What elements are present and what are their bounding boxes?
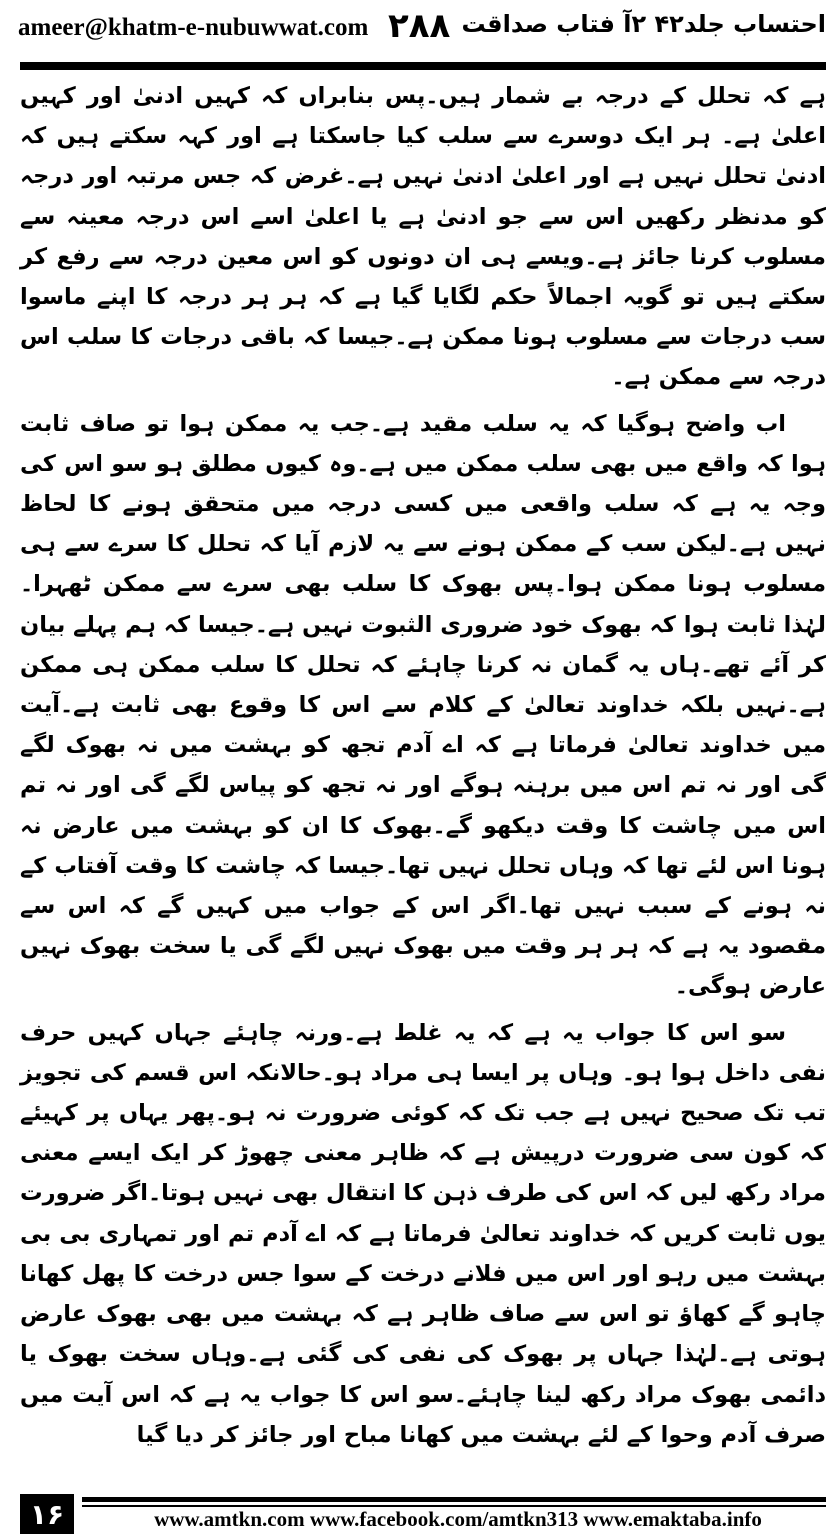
paragraph-2: اب واضح ہوگیا کہ یہ سلب مقید ہے۔جب یہ ممکن ہوا تو صاف ثابت ہوا کہ واقع میں بھی سلب ممکن میں ہے۔وہ کیوں مطلق ہو سو اس کی وجہ یہ ہے کہ سلب واقعی میں کسی درجہ میں متحقق ہونے کا لحاظ نہیں ہے۔لیکن سب کے ممکن ہونے سے یہ لازم آیا کہ تحلل کا سرے سے ہی مسلوب ہونا ممکن ہوا۔پس بھوک کا سلب بھی سرے سے ممکن ٹھہرا۔لہٰذا ثابت ہوا کہ بھوک خود ضروری الثبوت نہیں ہے۔جیسا کہ ہم پہلے بیان کر آئے تھے۔ہاں یہ گمان نہ کرنا چاہئے کہ تحلل کا سلب ممکن ہی ممکن ہے۔نہیں بلکہ خداوند تعالیٰ کے کلام سے اس کا وقوع بھی ثابت ہے۔آیت میں خداوند تعالیٰ فرماتا ہے کہ اے آدم تجھ کو بہشت میں نہ بھوک لگے گی اور نہ تم اس میں برہنہ ہوگے اور نہ تجھ کو پیاس لگے گی اور نہ تم اس میں چاشت کا وقت دیکھو گے۔بھوک کا ان کو بہشت میں عارض نہ ہونا اس لئے تھا کہ وہاں تحلل نہیں تھا۔جیسا کہ چاشت کا وقت آفتاب کے نہ ہونے کے سبب نہیں تھا۔اگر اس کے جواب میں کہیں گے کہ اس سے مقصود یہ ہے کہ ہر ہر وقت میں بھوک نہیں لگے گی یا سخت بھوک نہیں عارض ہوگی۔	[20, 410, 826, 1000]
footer-links: www.amtkn.com www.facebook.com/amtkn313 www.emaktaba.info	[154, 1507, 762, 1531]
book-title: احتساب جلد۴۲ ۲آ فتاب صداقت	[461, 10, 826, 38]
page-number: ۲۸۸	[388, 6, 451, 46]
footer-page-label: ۱۶	[20, 1494, 74, 1534]
header-rule	[20, 62, 826, 70]
header-email: ameer@khatm-e-nubuwwat.com	[18, 14, 369, 41]
paragraph-1: ہے کہ تحلل کے درجہ بے شمار ہیں۔پس بنابراں کہ کہیں ادنیٰ اور کہیں اعلیٰ ہے۔ ہر ایک دوسرے سے سلب کیا جاسکتا ہے اور کہہ سکتے ہیں کہ ادنیٰ تحلل نہیں ہے اور اعلیٰ ادنیٰ نہیں ہے۔غرض کہ جس مرتبہ اور درجہ کو مدنظر رکھیں اس سے جو ادنیٰ ہے یا اعلیٰ اسے اس درجہ معینہ سے مسلوب کرنا جائز ہے۔ویسے ہی ان دونوں کو اس معین درجہ سے رفع کر سکتے ہیں تو گویہ اجمالاً حکم لگایا گیا ہے کہ ہر ہر درجہ کا اپنے ماسوا سب درجات سے مسلوب ہونا ممکن ہے۔جیسا کہ باقی درجات کا سلب اس درجہ سے ممکن ہے۔	[20, 83, 826, 391]
footer-rule-thick	[82, 1497, 826, 1502]
page-header	[0, 0, 840, 64]
paragraph-3: سو اس کا جواب یہ ہے کہ یہ غلط ہے۔ورنہ چاہئے جہاں کہیں حرف نفی داخل ہوا ہو۔ وہاں پر ایسا ہی مراد ہو۔حالانکہ اس قسم کی تجویز تب تک صحیح نہیں ہے جب تک کہ کوئی ضرورت نہ ہو۔پھر یہاں پر کہیئے کہ کون سی ضرورت درپیش ہے کہ ظاہر معنی چھوڑ کر ایک ایسے معنی مراد رکھ لیں کہ اس کی طرف ذہن کا انتقال بھی نہیں ہوتا۔اگر ضرورت یوں ثابت کریں کہ خداوند تعالیٰ فرماتا ہے کہ اے آدم تم اور تمہاری بی بی بہشت میں رہو اور اس میں فلانے درخت کے سوا جس درخت کا پھل کھانا چاہو گے کھاؤ تو اس سے صاف ظاہر ہے کہ بہشت میں بھی بھوک عارض ہوتی ہے۔لہٰذا جہاں پر بھوک کی نفی کی گئی ہے۔وہاں سخت بھوک یا دائمی بھوک مراد رکھ لینا چاہئے۔سو اس کا جواب یہ ہے کہ اس آیت میں صرف آدم وحوا کے لئے بہشت میں کھانا مباح اور جائز کر دیا گیا	[20, 1019, 827, 1448]
page-body	[20, 76, 826, 1455]
